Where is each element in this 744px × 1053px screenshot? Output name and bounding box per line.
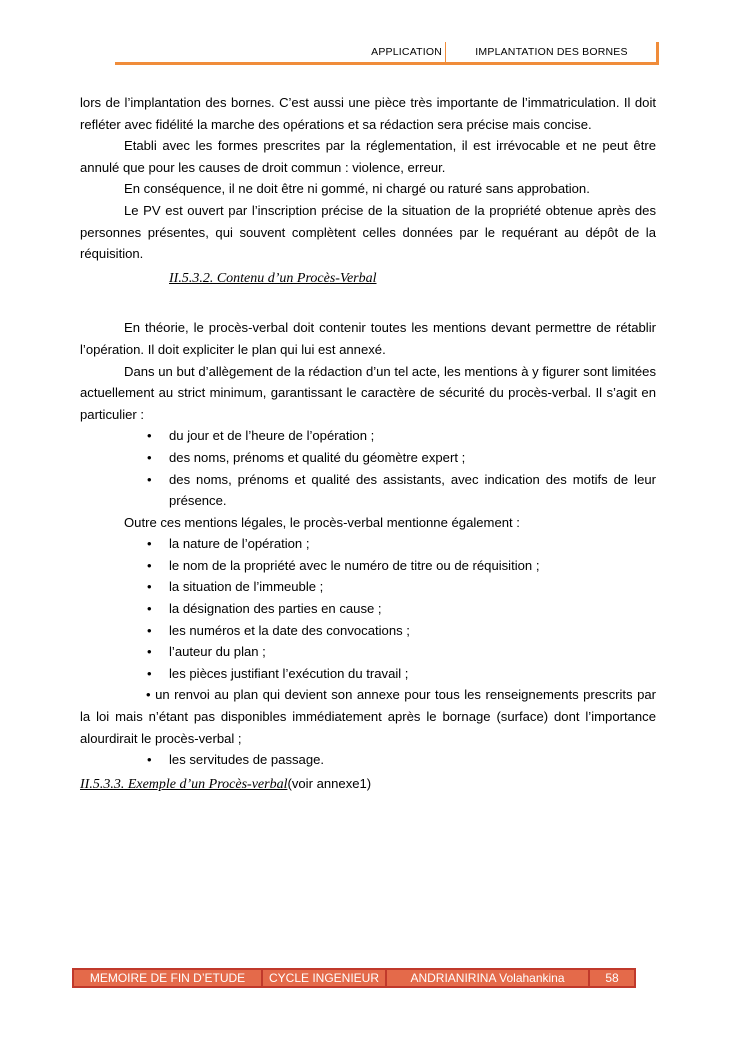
header-section: APPLICATION — [371, 46, 442, 58]
list-item: • des noms, prénoms et qualité des assistants, avec indication des motifs de leur présence. — [169, 469, 656, 512]
bullet-icon: • — [147, 536, 152, 552]
bullet-icon: • — [147, 752, 152, 768]
mentions-list — [80, 425, 656, 511]
list-item: • la nature de l’opération ; — [169, 533, 656, 555]
list-item: • des noms, prénoms et qualité du géomètre expert ; — [169, 447, 656, 469]
bullet-icon: • — [147, 471, 152, 487]
paragraph: lors de l’implantation des bornes. C’est aussi une pièce très importante de l’immatriculation. Il doit refléter avec fidélité la marche des opérations et sa rédaction sera précise mais concise. — [80, 95, 656, 132]
subheading: II.5.3.2. Contenu d’un Procès-Verbal — [169, 270, 377, 286]
bullet-icon: • — [147, 644, 152, 660]
final-list — [80, 749, 656, 771]
annex-note: (voir annexe1) — [287, 775, 372, 791]
inline-bullet-paragraph: • un renvoi au plan qui devient son annexe pour tous les renseignements prescrits par la loi mais n’étant pas disponibles immédiatement après le bornage (surface) dont l’importance alourdirait le procès-verbal ; — [80, 687, 657, 746]
footer-cycle: CYCLE INGENIEUR — [263, 970, 387, 986]
list-item: • la désignation des parties en cause ; — [169, 598, 656, 620]
list-item: • les servitudes de passage. — [169, 749, 656, 771]
additional-mentions-list — [80, 533, 656, 684]
bullet-icon: • — [147, 449, 152, 465]
section-reference — [80, 773, 656, 796]
header-topic: IMPLANTATION DES BORNES — [475, 46, 628, 58]
page-footer — [72, 968, 636, 988]
bullet-icon: • — [147, 601, 152, 617]
paragraph: Outre ces mentions légales, le procès-verbal mentionne également : — [124, 514, 520, 530]
bullet-icon: • — [147, 665, 152, 681]
section-link[interactable]: II.5.3.3. Exemple d’un Procès-verbal — [80, 776, 288, 792]
list-item: • l’auteur du plan ; — [169, 641, 656, 663]
bullet-icon: • — [147, 557, 152, 573]
paragraph: En théorie, le procès-verbal doit contenir toutes les mentions devant permettre de rétablir l’opération. Il doit expliciter le plan qui lui est annexé. — [80, 320, 656, 357]
list-item: • du jour et de l’heure de l’opération ; — [169, 425, 656, 447]
list-item: • les pièces justifiant l’exécution du travail ; — [169, 663, 656, 685]
page-body — [80, 92, 656, 795]
list-item: • le nom de la propriété avec le numéro de titre ou de réquisition ; — [169, 555, 656, 577]
footer-memoire: MEMOIRE DE FIN D’ETUDE — [74, 970, 263, 986]
bullet-icon: • — [147, 579, 152, 595]
bullet-icon: • — [147, 428, 152, 444]
paragraph: En conséquence, il ne doit être ni gommé, ni chargé ou raturé sans approbation. — [124, 181, 590, 197]
footer-author: ANDRIANIRINA Volahankina — [387, 970, 590, 986]
bullet-icon: • — [146, 687, 151, 703]
list-item: • les numéros et la date des convocations ; — [169, 620, 656, 642]
paragraph: Le PV est ouvert par l’inscription précise de la situation de la propriété obtenue après des personnes présentes, qui souvent complètent celles données par le requérant au dépôt de la réquisition. — [80, 202, 656, 262]
page-header — [115, 42, 659, 65]
header-separator — [445, 42, 446, 62]
page-number: 58 — [605, 971, 619, 985]
paragraph: Etabli avec les formes prescrites par la réglementation, il est irrévocable et ne peut être annulé que pour les causes de droit commun : violence, erreur. — [80, 138, 656, 175]
bullet-icon: • — [147, 622, 152, 638]
paragraph: Dans un but d’allègement de la rédaction d’un tel acte, les mentions à y figurer sont limitées actuellement au strict minimum, garantissant le caractère de sécurité du procès-verbal. Il s’agit en particulier : — [80, 363, 656, 422]
list-item: • la situation de l’immeuble ; — [169, 576, 656, 598]
